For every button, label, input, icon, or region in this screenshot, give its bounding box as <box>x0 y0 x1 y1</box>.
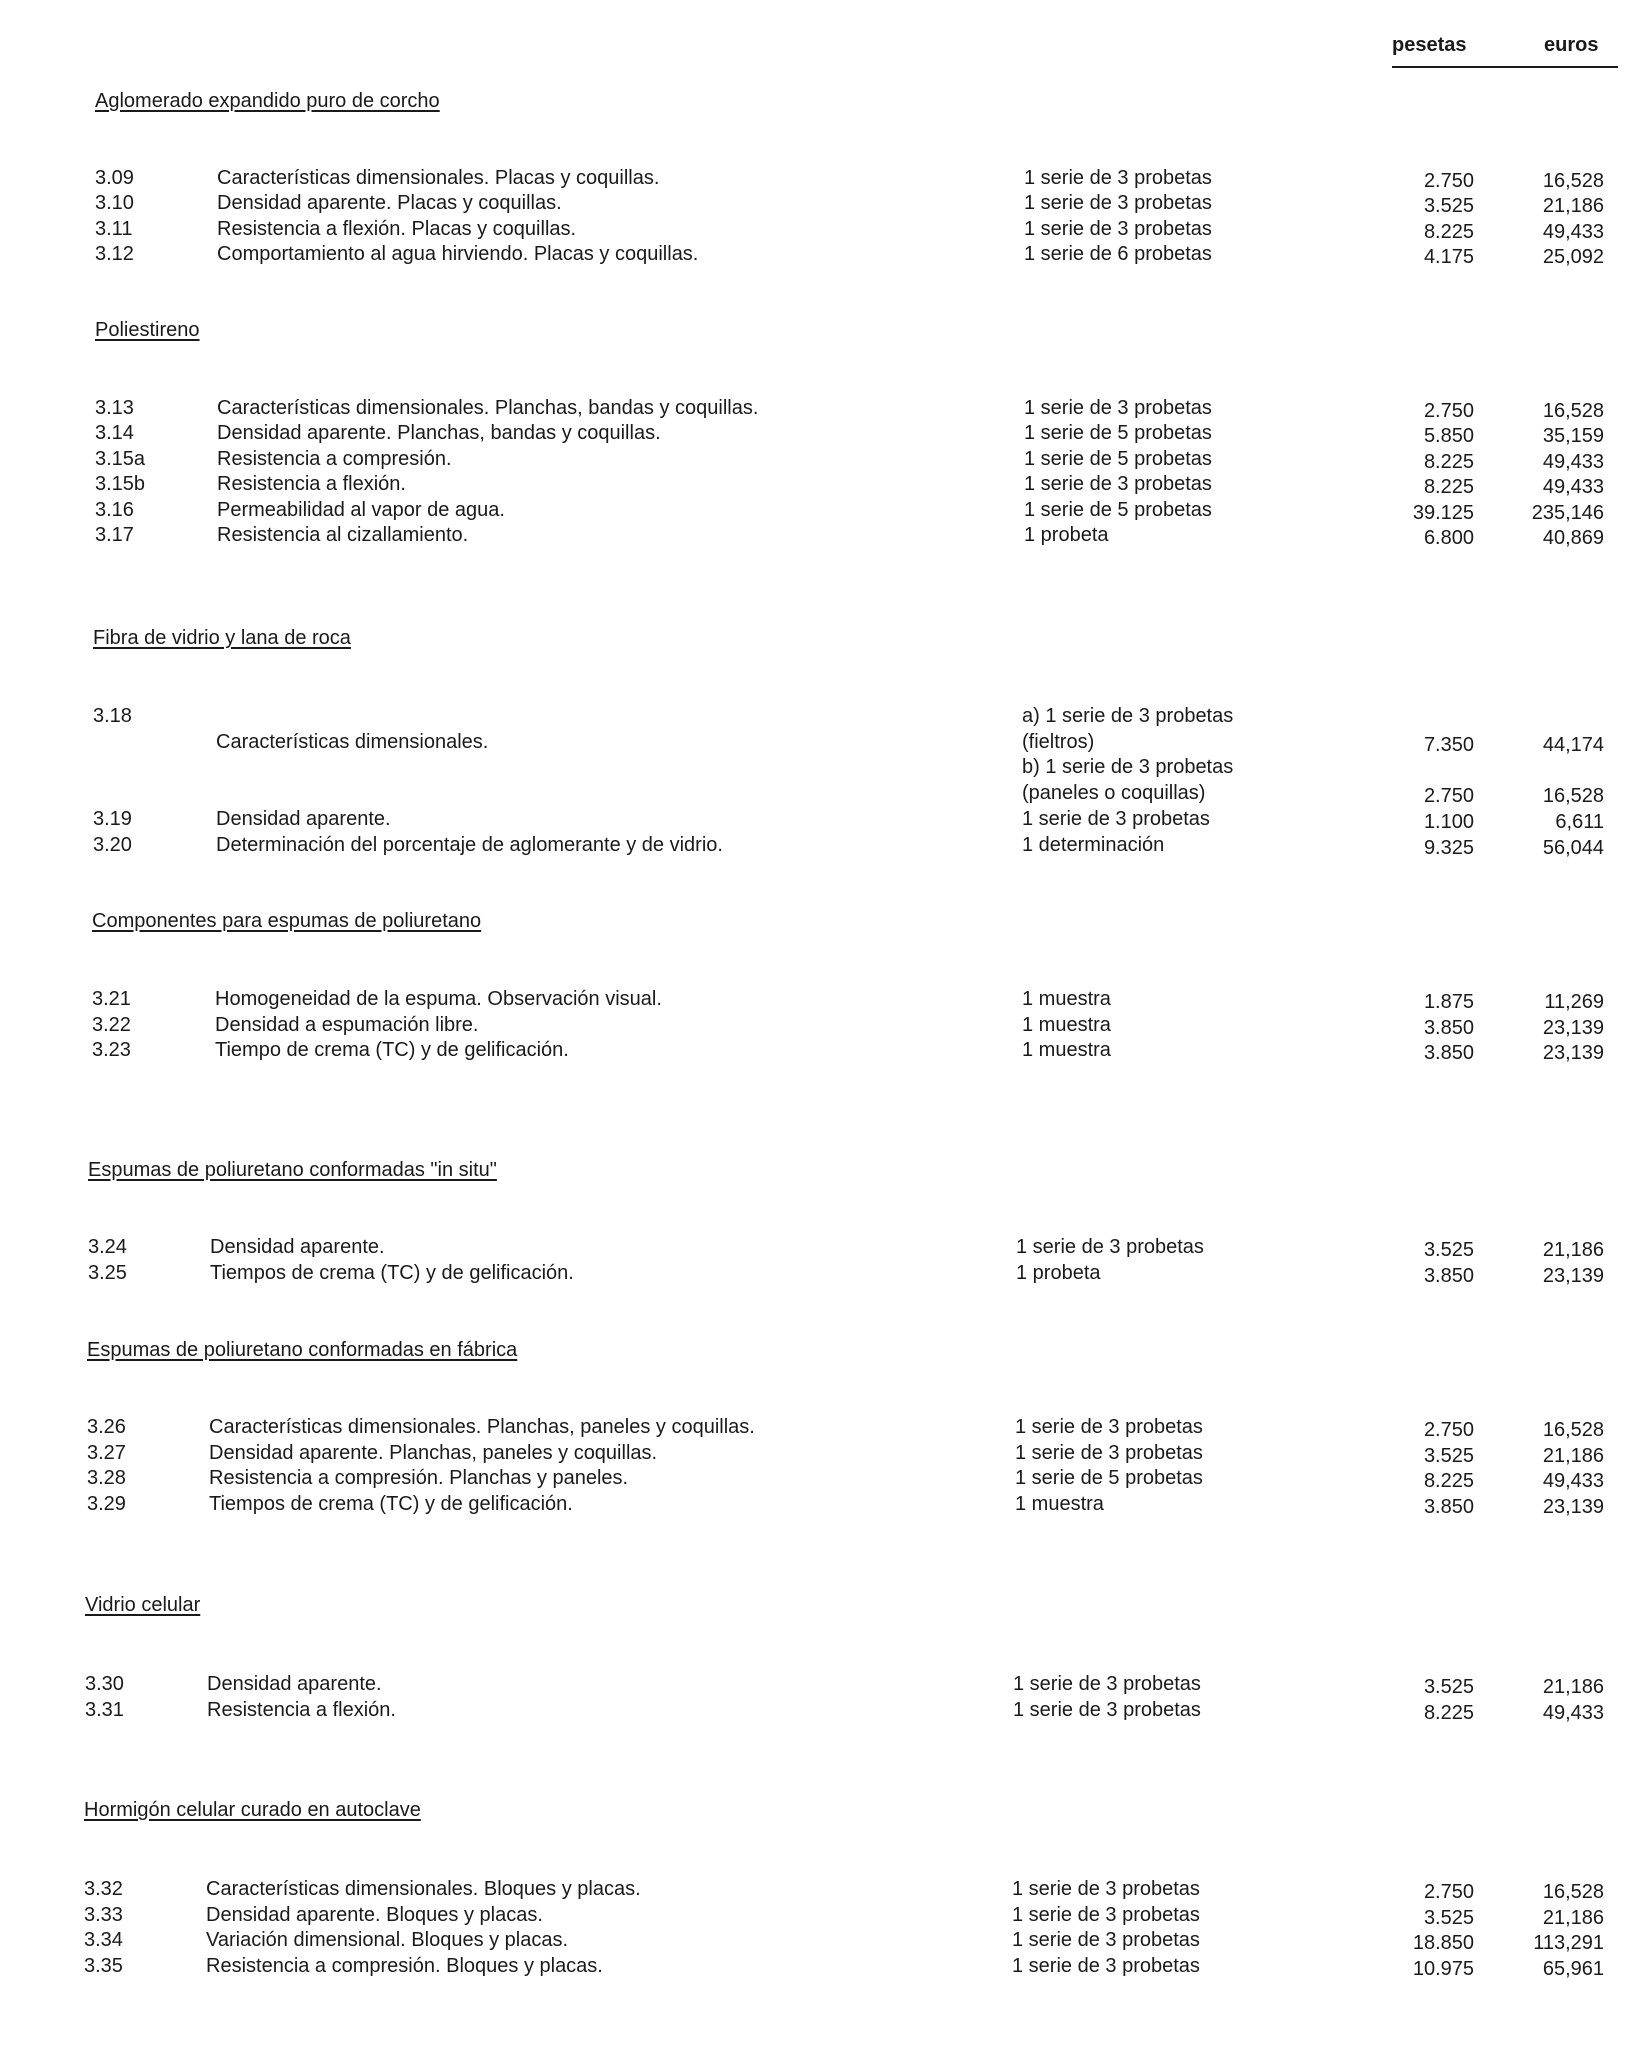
test-code: 3.24 <box>88 1236 127 1258</box>
sample-quantity: 1 determinación <box>1022 834 1165 856</box>
price-euros: 21,186 <box>1542 1239 1604 1261</box>
sample-quantity: 1 serie de 3 probetas <box>1012 1904 1200 1926</box>
table-row <box>0 448 1644 474</box>
test-code: 3.09 <box>95 167 134 189</box>
price-euros: 65,961 <box>1542 1958 1604 1980</box>
price-pesetas: 3.525 <box>1423 1239 1474 1261</box>
price-euros: 49,433 <box>1542 476 1604 498</box>
table-row <box>0 1878 1644 1904</box>
sample-quantity: 1 serie de 6 probetas <box>1024 243 1212 265</box>
sample-quantity: 1 serie de 3 probetas <box>1012 1929 1200 1951</box>
sample-quantity: 1 muestra <box>1022 1014 1111 1036</box>
test-code: 3.10 <box>95 192 134 214</box>
price-pesetas: 3.525 <box>1423 1676 1474 1698</box>
test-description: Densidad aparente. Planchas, bandas y coquillas. <box>217 422 661 444</box>
price-pesetas: 6.800 <box>1423 527 1474 549</box>
test-description: Resistencia a compresión. Planchas y paneles. <box>209 1467 629 1489</box>
price-pesetas: 2.750 <box>1423 170 1474 192</box>
sample-quantity: 1 serie de 3 probetas <box>1024 218 1212 240</box>
table-row <box>0 731 1644 757</box>
price-euros: 49,433 <box>1542 1470 1604 1492</box>
price-pesetas: 18.850 <box>1412 1932 1474 1954</box>
price-pesetas: 8.225 <box>1423 1470 1474 1492</box>
section-title: Espumas de poliuretano conformadas "in situ" <box>88 1159 497 1181</box>
price-pesetas: 9.325 <box>1423 837 1474 859</box>
sample-quantity: 1 serie de 3 probetas <box>1022 808 1210 830</box>
section-title: Poliestireno <box>95 319 200 341</box>
table-row <box>0 988 1644 1014</box>
price-euros: 49,433 <box>1542 451 1604 473</box>
sample-quantity: 1 probeta <box>1024 524 1109 546</box>
price-euros: 16,528 <box>1542 785 1604 807</box>
table-row <box>0 167 1644 193</box>
price-euros: 23,139 <box>1542 1496 1604 1518</box>
test-description: Variación dimensional. Bloques y placas. <box>206 1929 569 1951</box>
section-title: Aglomerado expandido puro de corcho <box>95 90 440 112</box>
price-pesetas: 8.225 <box>1423 476 1474 498</box>
table-row <box>0 192 1644 218</box>
test-code: 3.26 <box>87 1416 126 1438</box>
price-euros: 16,528 <box>1542 170 1604 192</box>
test-description: Densidad aparente. Bloques y placas. <box>206 1904 543 1926</box>
price-euros: 113,291 <box>1533 1932 1604 1954</box>
table-row <box>0 422 1644 448</box>
test-description: Características dimensionales. <box>216 731 489 753</box>
test-description: Densidad aparente. Planchas, paneles y coquillas. <box>209 1442 658 1464</box>
table-row <box>0 756 1644 782</box>
test-code: 3.29 <box>87 1493 126 1515</box>
table-row <box>0 782 1644 808</box>
sample-quantity: 1 serie de 5 probetas <box>1024 448 1212 470</box>
table-row <box>0 808 1644 834</box>
price-euros: 23,139 <box>1542 1017 1604 1039</box>
test-code: 3.21 <box>92 988 131 1010</box>
test-code: 3.15a <box>95 448 146 470</box>
price-pesetas: 1.100 <box>1423 811 1474 833</box>
sample-quantity: 1 serie de 3 probetas <box>1013 1699 1201 1721</box>
price-pesetas: 2.750 <box>1423 400 1474 422</box>
price-euros: 25,092 <box>1542 246 1604 268</box>
table-row <box>0 1014 1644 1040</box>
price-euros: 21,186 <box>1542 1676 1604 1698</box>
price-pesetas: 8.225 <box>1423 451 1474 473</box>
test-code: 3.16 <box>95 499 134 521</box>
test-description: Resistencia a compresión. <box>217 448 452 470</box>
price-euros: 21,186 <box>1542 1445 1604 1467</box>
price-pesetas: 2.750 <box>1423 785 1474 807</box>
test-code: 3.30 <box>85 1673 124 1695</box>
sample-quantity: 1 serie de 3 probetas <box>1024 167 1212 189</box>
test-code: 3.23 <box>92 1039 131 1061</box>
sample-quantity: 1 serie de 3 probetas <box>1016 1236 1204 1258</box>
header-rule <box>1392 66 1618 68</box>
price-euros: 49,433 <box>1542 1702 1604 1724</box>
sample-quantity: 1 serie de 3 probetas <box>1012 1878 1200 1900</box>
table-row <box>0 1904 1644 1930</box>
sample-quantity: (fieltros) <box>1022 731 1095 753</box>
sample-quantity: 1 serie de 5 probetas <box>1015 1467 1203 1489</box>
section-title: Componentes para espumas de poliuretano <box>92 910 482 932</box>
column-header-euros: euros <box>1544 34 1599 56</box>
test-description: Comportamiento al agua hirviendo. Placas y coquillas. <box>217 243 699 265</box>
table-row <box>0 834 1644 860</box>
table-row <box>0 1039 1644 1065</box>
section-title: Vidrio celular <box>85 1594 201 1616</box>
sample-quantity: 1 muestra <box>1022 1039 1111 1061</box>
test-code: 3.13 <box>95 397 134 419</box>
price-euros: 23,139 <box>1542 1265 1604 1287</box>
sample-quantity: 1 probeta <box>1016 1262 1101 1284</box>
test-code: 3.19 <box>93 808 132 830</box>
test-description: Homogeneidad de la espuma. Observación visual. <box>215 988 662 1010</box>
table-row <box>0 1929 1644 1955</box>
table-row <box>0 1493 1644 1519</box>
price-euros: 11,269 <box>1544 991 1604 1013</box>
price-pesetas: 3.525 <box>1423 1907 1474 1929</box>
test-description: Densidad aparente. <box>210 1236 385 1258</box>
price-pesetas: 3.850 <box>1423 1017 1474 1039</box>
test-code: 3.22 <box>92 1014 131 1036</box>
sample-quantity: 1 muestra <box>1015 1493 1104 1515</box>
price-euros: 16,528 <box>1542 400 1604 422</box>
sample-quantity: 1 serie de 3 probetas <box>1013 1673 1201 1695</box>
price-pesetas: 3.850 <box>1423 1042 1474 1064</box>
test-description: Características dimensionales. Planchas, paneles y coquillas. <box>209 1416 755 1438</box>
test-description: Tiempos de crema (TC) y de gelificación. <box>210 1262 574 1284</box>
price-euros: 44,174 <box>1542 734 1604 756</box>
table-row <box>0 1262 1644 1288</box>
price-pesetas: 3.525 <box>1423 1445 1474 1467</box>
test-code: 3.35 <box>84 1955 123 1977</box>
price-euros: 49,433 <box>1542 221 1604 243</box>
sample-quantity: b) 1 serie de 3 probetas <box>1022 756 1234 778</box>
sample-quantity: 1 serie de 5 probetas <box>1024 422 1212 444</box>
price-euros: 235,146 <box>1531 502 1604 524</box>
table-row <box>0 1442 1644 1468</box>
price-pesetas: 3.850 <box>1423 1265 1474 1287</box>
test-code: 3.28 <box>87 1467 126 1489</box>
table-row <box>0 1236 1644 1262</box>
test-description: Características dimensionales. Bloques y placas. <box>206 1878 641 1900</box>
price-pesetas: 39.125 <box>1412 502 1474 524</box>
price-pesetas: 2.750 <box>1423 1419 1474 1441</box>
test-description: Densidad a espumación libre. <box>215 1014 479 1036</box>
sample-quantity: 1 muestra <box>1022 988 1111 1010</box>
table-row <box>0 1699 1644 1725</box>
price-pesetas: 3.525 <box>1423 195 1474 217</box>
test-code: 3.33 <box>84 1904 123 1926</box>
price-pesetas: 7.350 <box>1423 734 1474 756</box>
table-row <box>0 499 1644 525</box>
table-row <box>0 473 1644 499</box>
test-description: Densidad aparente. <box>207 1673 382 1695</box>
test-code: 3.15b <box>95 473 146 495</box>
price-euros: 40,869 <box>1542 527 1604 549</box>
column-header-pesetas: pesetas <box>1392 34 1467 56</box>
price-euros: 6,611 <box>1555 811 1604 833</box>
test-code: 3.34 <box>84 1929 123 1951</box>
section-title: Espumas de poliuretano conformadas en fábrica <box>87 1339 518 1361</box>
section-title: Hormigón celular curado en autoclave <box>84 1799 421 1821</box>
table-row <box>0 705 1644 731</box>
sample-quantity: 1 serie de 3 probetas <box>1015 1416 1203 1438</box>
sample-quantity: a) 1 serie de 3 probetas <box>1022 705 1234 727</box>
price-euros: 35,159 <box>1542 425 1604 447</box>
section-title: Fibra de vidrio y lana de roca <box>93 627 351 649</box>
table-row <box>0 243 1644 269</box>
sample-quantity: 1 serie de 3 probetas <box>1024 397 1212 419</box>
price-euros: 16,528 <box>1542 1881 1604 1903</box>
price-pesetas: 1.875 <box>1423 991 1474 1013</box>
price-pesetas: 3.850 <box>1423 1496 1474 1518</box>
sample-quantity: 1 serie de 3 probetas <box>1024 192 1212 214</box>
test-description: Determinación del porcentaje de aglomerante y de vidrio. <box>216 834 723 856</box>
test-description: Características dimensionales. Planchas, bandas y coquillas. <box>217 397 759 419</box>
test-code: 3.25 <box>88 1262 127 1284</box>
price-euros: 16,528 <box>1542 1419 1604 1441</box>
test-description: Características dimensionales. Placas y coquillas. <box>217 167 660 189</box>
price-pesetas: 5.850 <box>1423 425 1474 447</box>
price-pesetas: 4.175 <box>1423 246 1474 268</box>
price-euros: 56,044 <box>1542 837 1604 859</box>
price-pesetas: 2.750 <box>1423 1881 1474 1903</box>
table-row <box>0 218 1644 244</box>
sample-quantity: 1 serie de 3 probetas <box>1012 1955 1200 1977</box>
sample-quantity: 1 serie de 3 probetas <box>1015 1442 1203 1464</box>
test-description: Resistencia a compresión. Bloques y placas. <box>206 1955 603 1977</box>
test-code: 3.14 <box>95 422 134 444</box>
test-description: Resistencia al cizallamiento. <box>217 524 469 546</box>
test-description: Permeabilidad al vapor de agua. <box>217 499 505 521</box>
price-euros: 21,186 <box>1542 1907 1604 1929</box>
test-description: Resistencia a flexión. Placas y coquillas. <box>217 218 577 240</box>
sample-quantity: 1 serie de 5 probetas <box>1024 499 1212 521</box>
test-code: 3.32 <box>84 1878 123 1900</box>
sample-quantity: (paneles o coquillas) <box>1022 782 1206 804</box>
test-description: Densidad aparente. Placas y coquillas. <box>217 192 562 214</box>
test-code: 3.11 <box>95 218 133 240</box>
table-row <box>0 524 1644 550</box>
test-code: 3.31 <box>85 1699 124 1721</box>
test-description: Densidad aparente. <box>216 808 391 830</box>
table-row <box>0 1955 1644 1981</box>
price-pesetas: 8.225 <box>1423 221 1474 243</box>
table-row <box>0 397 1644 423</box>
sample-quantity: 1 serie de 3 probetas <box>1024 473 1212 495</box>
price-pesetas: 8.225 <box>1423 1702 1474 1724</box>
test-description: Tiempo de crema (TC) y de gelificación. <box>215 1039 569 1061</box>
test-code: 3.20 <box>93 834 132 856</box>
price-pesetas: 10.975 <box>1412 1958 1474 1980</box>
test-code: 3.18 <box>93 705 132 727</box>
test-code: 3.12 <box>95 243 134 265</box>
price-euros: 23,139 <box>1542 1042 1604 1064</box>
price-euros: 21,186 <box>1542 195 1604 217</box>
test-code: 3.17 <box>95 524 134 546</box>
table-row <box>0 1467 1644 1493</box>
test-description: Resistencia a flexión. <box>217 473 406 495</box>
table-row <box>0 1673 1644 1699</box>
test-code: 3.27 <box>87 1442 126 1464</box>
test-description: Resistencia a flexión. <box>207 1699 396 1721</box>
table-row <box>0 1416 1644 1442</box>
test-description: Tiempos de crema (TC) y de gelificación. <box>209 1493 573 1515</box>
